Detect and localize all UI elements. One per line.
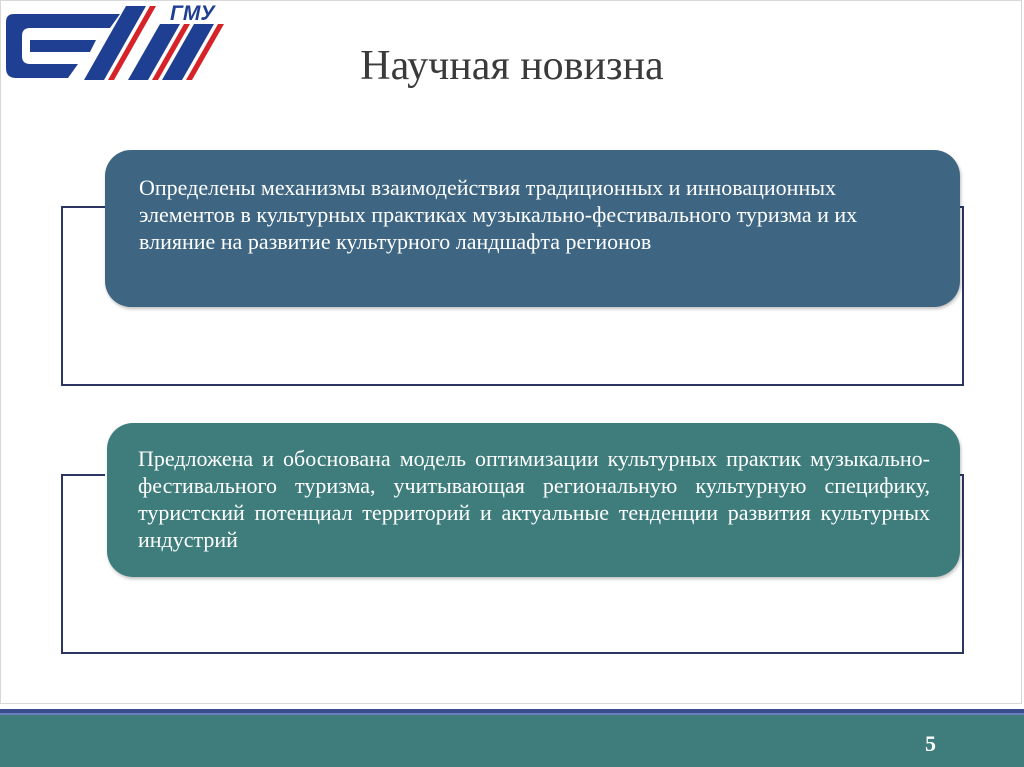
logo-text: ГМУ bbox=[170, 2, 215, 25]
page-title: Научная новизна bbox=[360, 43, 664, 89]
outline-top-left bbox=[63, 206, 105, 208]
novelty-block-2 bbox=[107, 423, 960, 577]
novelty-block-text: Предложена и обоснована модель оптимизации культурных практик музыкально-фестивального туризма, учитывающая региональную культурную специфику, туристский потенциал территорий и актуальные тенденции развития культурных индустрий bbox=[138, 446, 930, 552]
page-number: 5 bbox=[925, 731, 936, 756]
footer-bar bbox=[0, 715, 1024, 767]
outline-top-left bbox=[63, 474, 105, 476]
novelty-block-1 bbox=[105, 150, 960, 307]
novelty-block-text: Определены механизмы взаимодействия традиционных и инновационных элементов в культурных практиках музыкально-фестивального туризма и их влияние на развитие культурного ландшафта регионов bbox=[139, 175, 858, 254]
logo-c-stroke bbox=[30, 40, 96, 52]
logo bbox=[0, 0, 232, 88]
